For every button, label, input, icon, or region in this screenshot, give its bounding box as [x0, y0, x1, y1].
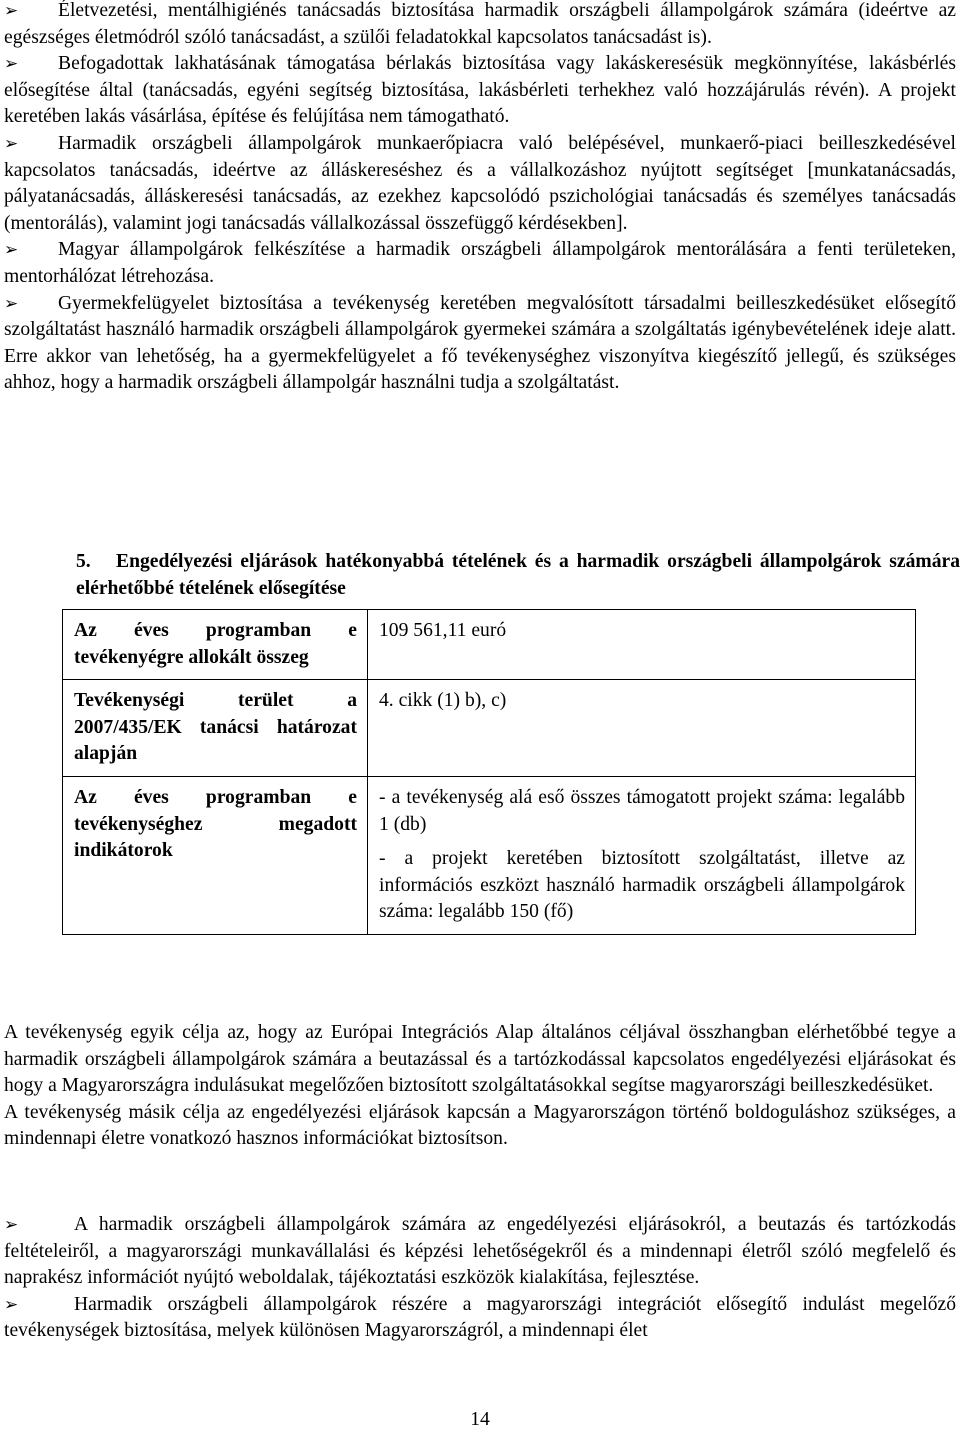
list-item: ➢ Magyar állampolgárok felkészítése a harmadik országbeli állampolgárok mentorálására a fenti területeken, mentorhálózat létrehozása. [4, 239, 956, 287]
section-title: Engedélyezési eljárások hatékonyabbá tételének és a harmadik országbeli állampolgárok számára elérhetőbbé tételének elősegítése [76, 551, 960, 599]
paragraph: A tevékenység egyik célja az, hogy az Európai Integrációs Alap általános céljával összhangban elérhetőbbé tegye a harmadik országbeli állampolgárok számára a beutazással és a tartózkodással kapcsolatos engedélyezési eljárásokat és hogy a Magyarországra indulásukat megelőzően biztosított szolgáltatásokkal segítse magyarországi beilleszkedésüket. [4, 1022, 956, 1097]
list-item: ➢ Életvezetési, mentálhigiénés tanácsadás biztosítása harmadik országbeli állampolgárok számára (ideértve az egészséges életmódról szóló tanácsadást, a szülői feladatokkal kapcsolatos tanácsadást is). [4, 0, 956, 48]
arrow-bullet-icon: ➢ [4, 1, 19, 21]
arrow-bullet-icon: ➢ [4, 293, 19, 314]
bullet-list-bottom [4, 1212, 956, 1345]
table-row [63, 680, 916, 777]
bullet-list-top [4, 0, 956, 397]
table-row [63, 776, 916, 934]
row-value: 109 561,11 euró [368, 610, 916, 680]
paragraph: A tevékenység másik célja az engedélyezési eljárások kapcsán a Magyarországon történő boldoguláshoz szükséges, a mindennapi életre vonatkozó hasznos információkat biztosítson. [4, 1101, 956, 1150]
arrow-bullet-icon: ➢ [4, 54, 19, 75]
list-item: ➢ Harmadik országbeli állampolgárok munkaerőpiacra való belépésével, munkaerő-piaci beilleszkedésével kapcsolatos tanácsadás, ideértve az álláskereséshez és a vállalkozáshoz nyújtott segítséget [munkatanácsadás, pályatanácsadás, álláskeresési tanácsadás, az ezekhez kapcsolódó pszichológiai tanácsadás és személyes tanácsadás (mentorálás), valamint jogi tanácsadás vállalkozással összefüggő kérdésekben]. [4, 132, 956, 234]
row-label: Az éves programban e tevékenyégre allokált összeg [63, 610, 368, 680]
body-text [4, 1020, 956, 1153]
page-number: 14 [470, 1409, 490, 1430]
section-heading [76, 549, 960, 602]
row-value: 4. cikk (1) b), c) [368, 680, 916, 777]
section-number: 5. [76, 551, 91, 572]
arrow-bullet-icon: ➢ [4, 133, 19, 154]
arrow-bullet-icon: ➢ [4, 240, 19, 261]
list-item: ➢ A harmadik országbeli állampolgárok számára az engedélyezési eljárásokról, a beutazás és tartózkodás feltételeiről, a magyarországi munkavállalási és képzési lehetőségekről és a mindennapi életről szóló megfelelő és naprakész információt nyújtó weboldalak, tájékoztatási eszközök kialakítása, fejlesztése. [4, 1214, 956, 1289]
row-label: Az éves programban e tevékenységhez megadott indikátorok [63, 776, 368, 934]
list-item: ➢ Harmadik országbeli állampolgárok részére a magyarországi integrációt elősegítő indulást megelőző tevékenységek biztosítása, melyek különösen Magyarországról, a mindennapi élet [4, 1293, 956, 1342]
row-value: - a tevékenység alá eső összes támogatott projekt száma: legalább 1 (db) - a projekt keretében biztosított szolgáltatást, illetve az információs eszközt használó harmadik országbeli állampolgárok száma: legalább 150 (fő) [368, 776, 916, 934]
activity-table [62, 609, 916, 935]
table-row [63, 610, 916, 680]
arrow-bullet-icon: ➢ [4, 1294, 19, 1315]
list-item: ➢ Gyermekfelügyelet biztosítása a tevékenység keretében megvalósított társadalmi beilleszkedésüket elősegítő szolgáltatást használó harmadik országbeli állampolgárok gyermekei számára a szolgáltatás igénybevételének ideje alatt. Erre akkor van lehetőség, ha a gyermekfelügyelet a fő tevékenységhez viszonyítva kiegészítő jellegű, és szükséges ahhoz, hogy a harmadik országbeli állampolgár használni tudja a szolgáltatást. [4, 292, 956, 394]
arrow-bullet-icon: ➢ [4, 1215, 19, 1235]
row-label: Tevékenységi terület a 2007/435/EK tanácsi határozat alapján [63, 680, 368, 777]
list-item: ➢ Befogadottak lakhatásának támogatása bérlakás biztosítása vagy lakáskeresésük megkönnyítése, lakásbérlés elősegítése által (tanácsadás, egyéni segítség biztosítása, lakásbérleti terhekhez való hozzájárulás révén). A projekt keretében lakás vásárlása, építése és felújítása nem támogatható. [4, 53, 956, 128]
